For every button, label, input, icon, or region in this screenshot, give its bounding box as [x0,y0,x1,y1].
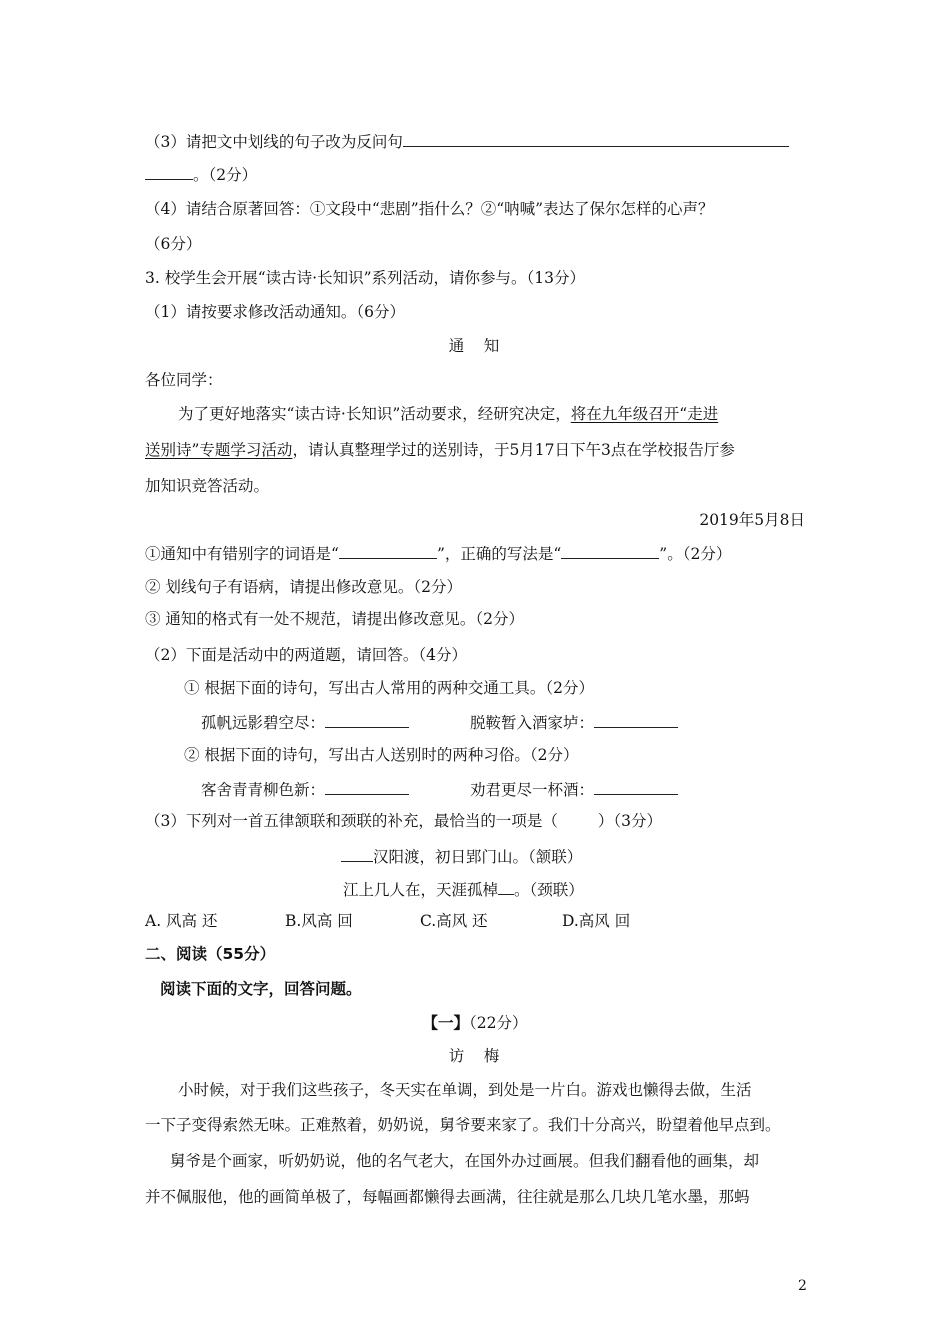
reading-instruction: 阅读下面的文字，回答问题。 [160,980,362,998]
verse-text: 江上几人在，天涯孤棹 [343,881,499,899]
answer-blank [594,779,678,795]
subquestion-3: ③ 通知的格式有一处不规范，请提出修改意见。（2分） [145,610,525,628]
answer-blank [498,879,514,895]
answer-blank [594,712,678,728]
underlined-sentence: 将在九年级召开“走进 [570,405,719,423]
poem-text: 客舍青青柳色新： [201,781,326,799]
notice-title: 通 知 [448,337,502,355]
option-d: D.高风 回 [562,912,631,930]
part-label: 【一】 [422,1014,470,1032]
answer-blank [325,779,409,795]
poem-text: 脱鞍暂入酒家垆： [470,714,595,732]
question-3-main: 3. 校学生会开展“读古诗·长知识”系列活动，请你参与。（13分） [145,269,585,287]
question-text: ）（3分） [597,812,662,830]
poem-line-c [201,779,409,800]
question-text: （3）请把文中划线的句子改为反问句 [145,133,403,151]
question-3-rewrite [145,131,789,152]
poem-line-b [470,712,678,733]
question-4-score: （6分） [145,235,202,253]
story-title: 访 梅 [448,1047,502,1065]
part-score: （22分） [469,1014,528,1032]
notice-date: 2019年5月8日 [699,511,805,529]
question-3-rewrite-cont [145,164,257,185]
answer-blank [561,543,659,559]
notice-greeting: 各位同学： [145,371,223,389]
verse-text: 。（颈联） [514,881,584,899]
story-line-3: 舅爷是个画家，听奶奶说，他的名气老大，在国外办过画展。但我们翻看他的画集，却 [170,1152,760,1170]
question-3-2-2: ② 根据下面的诗句，写出古人送别时的两种习俗。（2分） [184,746,579,764]
option-c: C.高风 还 [420,912,488,930]
answer-blank [145,164,193,180]
page-number: 2 [798,1278,807,1294]
section-2-heading: 二、阅读（55分） [145,945,276,963]
answer-blank [339,543,437,559]
answer-blank [341,846,373,862]
question-3-2: （2）下面是活动中的两道题，请回答。（4分） [145,646,467,664]
answer-blank [325,712,409,728]
verse-text: 汉阳渡，初日郢门山。（颔联） [373,848,583,866]
question-3-3 [145,811,662,831]
poem-line-d [470,779,678,800]
answer-blank [403,131,789,147]
question-4: （4）请结合原著回答：①文段中“悲剧”指什么？②“呐喊”表达了保尔怎样的心声？ [145,200,714,218]
question-3-2-1: ① 根据下面的诗句，写出古人常用的两种交通工具。（2分） [184,679,595,697]
poem-text: 劝君更尽一杯酒： [470,781,595,799]
notice-paragraph-line-2 [145,440,735,460]
notice-paragraph-line-3: 加知识竞答活动。 [145,477,270,495]
option-a: A. 风高 还 [145,912,218,930]
question-text: ①通知中有错别字的词语是“ [145,545,339,563]
question-3-1: （1）请按要求修改活动通知。（6分） [145,303,405,321]
option-b: B.风高 回 [285,912,353,930]
notice-text: 为了更好地落实“读古诗·长知识”活动要求，经研究决定， [178,405,571,423]
notice-paragraph-line-1 [178,404,718,424]
part-1-heading [0,1013,950,1033]
poem-line-a [201,712,409,733]
verse-line-1 [341,846,582,867]
poem-text: 孤帆远影碧空尽： [201,714,326,732]
verse-line-2 [343,879,584,900]
question-text: ”，正确的写法是“ [436,545,562,563]
story-line-4: 并不佩服他，他的画简单极了，每幅画都懒得去画满，往往就是那么几块几笔水墨，那蚂 [145,1188,750,1206]
subquestion-1 [145,543,731,564]
story-line-1: 小时候，对于我们这些孩子，冬天实在单调，到处是一片白。游戏也懒得去做，生活 [178,1081,752,1099]
question-text: （3）下列对一首五律颔联和颈联的补充，最恰当的一项是（ [145,812,558,830]
story-line-2: 一下子变得索然无味。正难熬着，奶奶说，舅爷要来家了。我们十分高兴，盼望着他早点到。 [145,1116,781,1134]
notice-text: ，请认真整理学过的送别诗，于5月17日下午3点在学校报告厅参 [292,441,735,459]
question-text: ”。（2分） [659,545,732,563]
score-text: 。（2分） [193,166,258,184]
underlined-sentence: 送别诗”专题学习活动 [145,441,293,459]
subquestion-2: ② 划线句子有语病，请提出修改意见。（2分） [145,578,463,596]
